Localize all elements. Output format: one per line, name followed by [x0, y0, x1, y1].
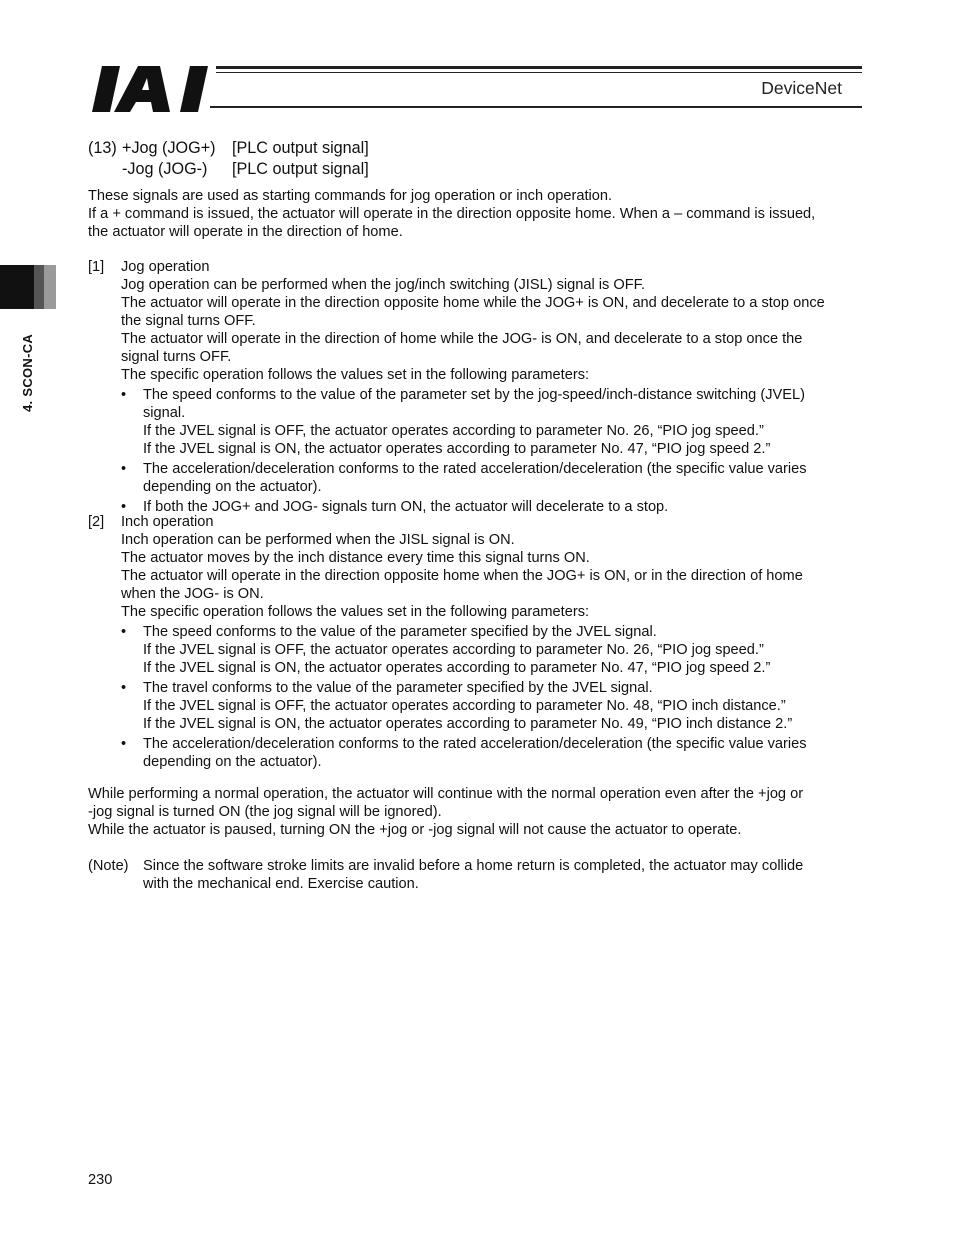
chapter-tab-light — [44, 265, 56, 309]
jog-text: The actuator will operate in the direction opposite home while the JOG+ is ON, and decelerate to a stop once — [121, 295, 825, 311]
heading-type-1: [PLC output signal] — [232, 139, 369, 157]
bullet-text: If the JVEL signal is OFF, the actuator operates according to parameter No. 26, “PIO jog speed.” — [143, 423, 764, 439]
chapter-tab-dark — [0, 265, 34, 309]
inch-text: The actuator moves by the inch distance every time this signal turns ON. — [121, 550, 590, 566]
jog-title: Jog operation — [121, 259, 210, 275]
jog-text: the signal turns OFF. — [121, 313, 256, 329]
bullet-dot: • — [121, 461, 127, 477]
bullet-text: If both the JOG+ and JOG- signals turn ON, the actuator will decelerate to a stop. — [143, 499, 669, 515]
chapter-side-label: 4. SCON-CA — [20, 333, 35, 412]
inch-text: when the JOG- is ON. — [121, 586, 264, 602]
caution-note — [88, 857, 878, 893]
bullet-dot: • — [121, 736, 127, 752]
bullet-text: The acceleration/deceleration conforms to the rated acceleration/deceleration (the specific value varies — [143, 461, 807, 477]
inch-bullet-speed — [88, 623, 878, 677]
closing-line: While the actuator is paused, turning ON the +jog or -jog signal will not cause the actuator to operate. — [88, 822, 742, 838]
inch-text: Inch operation can be performed when the JISL signal is ON. — [121, 532, 515, 548]
bullet-text: If the JVEL signal is ON, the actuator operates according to parameter No. 47, “PIO jog speed 2.” — [143, 660, 771, 676]
bullet-text: The speed conforms to the value of the parameter set by the jog-speed/inch-distance switching (JVEL) — [143, 387, 805, 403]
closing-line: -jog signal is turned ON (the jog signal will be ignored). — [88, 804, 442, 820]
bullet-text: If the JVEL signal is ON, the actuator operates according to parameter No. 49, “PIO inch distance 2.” — [143, 716, 793, 732]
inch-text: The actuator will operate in the direction opposite home when the JOG+ is ON, or in the direction of home — [121, 568, 803, 584]
page-number: 230 — [88, 1172, 113, 1188]
header-title: DeviceNet — [761, 78, 842, 98]
closing-line: While performing a normal operation, the actuator will continue with the normal operation even after the +jog or — [88, 786, 804, 802]
bullet-dot: • — [121, 499, 127, 515]
bullet-text: signal. — [143, 405, 186, 421]
note-text: with the mechanical end. Exercise caution. — [143, 876, 419, 892]
inch-bullet-travel — [88, 679, 878, 733]
jog-text: signal turns OFF. — [121, 349, 232, 365]
section-heading — [88, 138, 369, 179]
jog-operation-section — [88, 258, 878, 516]
intro-paragraphs — [88, 187, 878, 241]
bullet-text: The travel conforms to the value of the parameter specified by the JVEL signal. — [143, 680, 653, 696]
header-rule-bottom — [210, 106, 862, 108]
jog-bullet-accel — [88, 460, 878, 496]
heading-signal-jog-plus: +Jog (JOG+) — [122, 139, 216, 157]
inch-text: The specific operation follows the values set in the following parameters: — [121, 604, 590, 620]
inch-title: Inch operation — [121, 514, 214, 530]
intro-line: If a + command is issued, the actuator will operate in the direction opposite home. When a – command is issued, — [88, 206, 816, 222]
bullet-text: If the JVEL signal is ON, the actuator operates according to parameter No. 47, “PIO jog speed 2.” — [143, 441, 771, 457]
header-rule-top — [216, 66, 862, 69]
iai-logo — [92, 66, 210, 112]
closing-paragraphs — [88, 785, 878, 839]
heading-type-2: [PLC output signal] — [232, 159, 369, 178]
jog-item-label: [1] — [88, 259, 105, 275]
inch-bullet-accel — [88, 735, 878, 771]
inch-item-label: [2] — [88, 514, 105, 530]
inch-operation-section — [88, 513, 878, 771]
bullet-text: The speed conforms to the value of the parameter specified by the JVEL signal. — [143, 624, 657, 640]
bullet-text: The acceleration/deceleration conforms to the rated acceleration/deceleration (the specific value varies — [143, 736, 807, 752]
note-text: Since the software stroke limits are invalid before a home return is completed, the actuator may collide — [143, 858, 804, 874]
bullet-text: If the JVEL signal is OFF, the actuator operates according to parameter No. 48, “PIO inch distance.” — [143, 698, 786, 714]
bullet-text: depending on the actuator). — [143, 754, 322, 770]
jog-text: The actuator will operate in the direction of home while the JOG- is ON, and decelerate to a stop once the — [121, 331, 803, 347]
section-number: (13) — [88, 139, 117, 157]
bullet-text: depending on the actuator). — [143, 479, 322, 495]
header-rule-top-thin — [216, 72, 862, 73]
jog-bullet-speed — [88, 386, 878, 458]
jog-text: Jog operation can be performed when the jog/inch switching (JISL) signal is OFF. — [121, 277, 646, 293]
bullet-dot: • — [121, 624, 127, 640]
jog-text: The specific operation follows the values set in the following parameters: — [121, 367, 590, 383]
heading-signal-jog-minus: -Jog (JOG-) — [122, 159, 208, 178]
intro-line: the actuator will operate in the direction of home. — [88, 224, 403, 240]
bullet-dot: • — [121, 680, 127, 696]
intro-line: These signals are used as starting commands for jog operation or inch operation. — [88, 188, 613, 204]
bullet-dot: • — [121, 387, 127, 403]
bullet-text: If the JVEL signal is OFF, the actuator operates according to parameter No. 26, “PIO jog speed.” — [143, 642, 764, 658]
note-label: (Note) — [88, 858, 129, 874]
chapter-tab-mid — [34, 265, 44, 309]
